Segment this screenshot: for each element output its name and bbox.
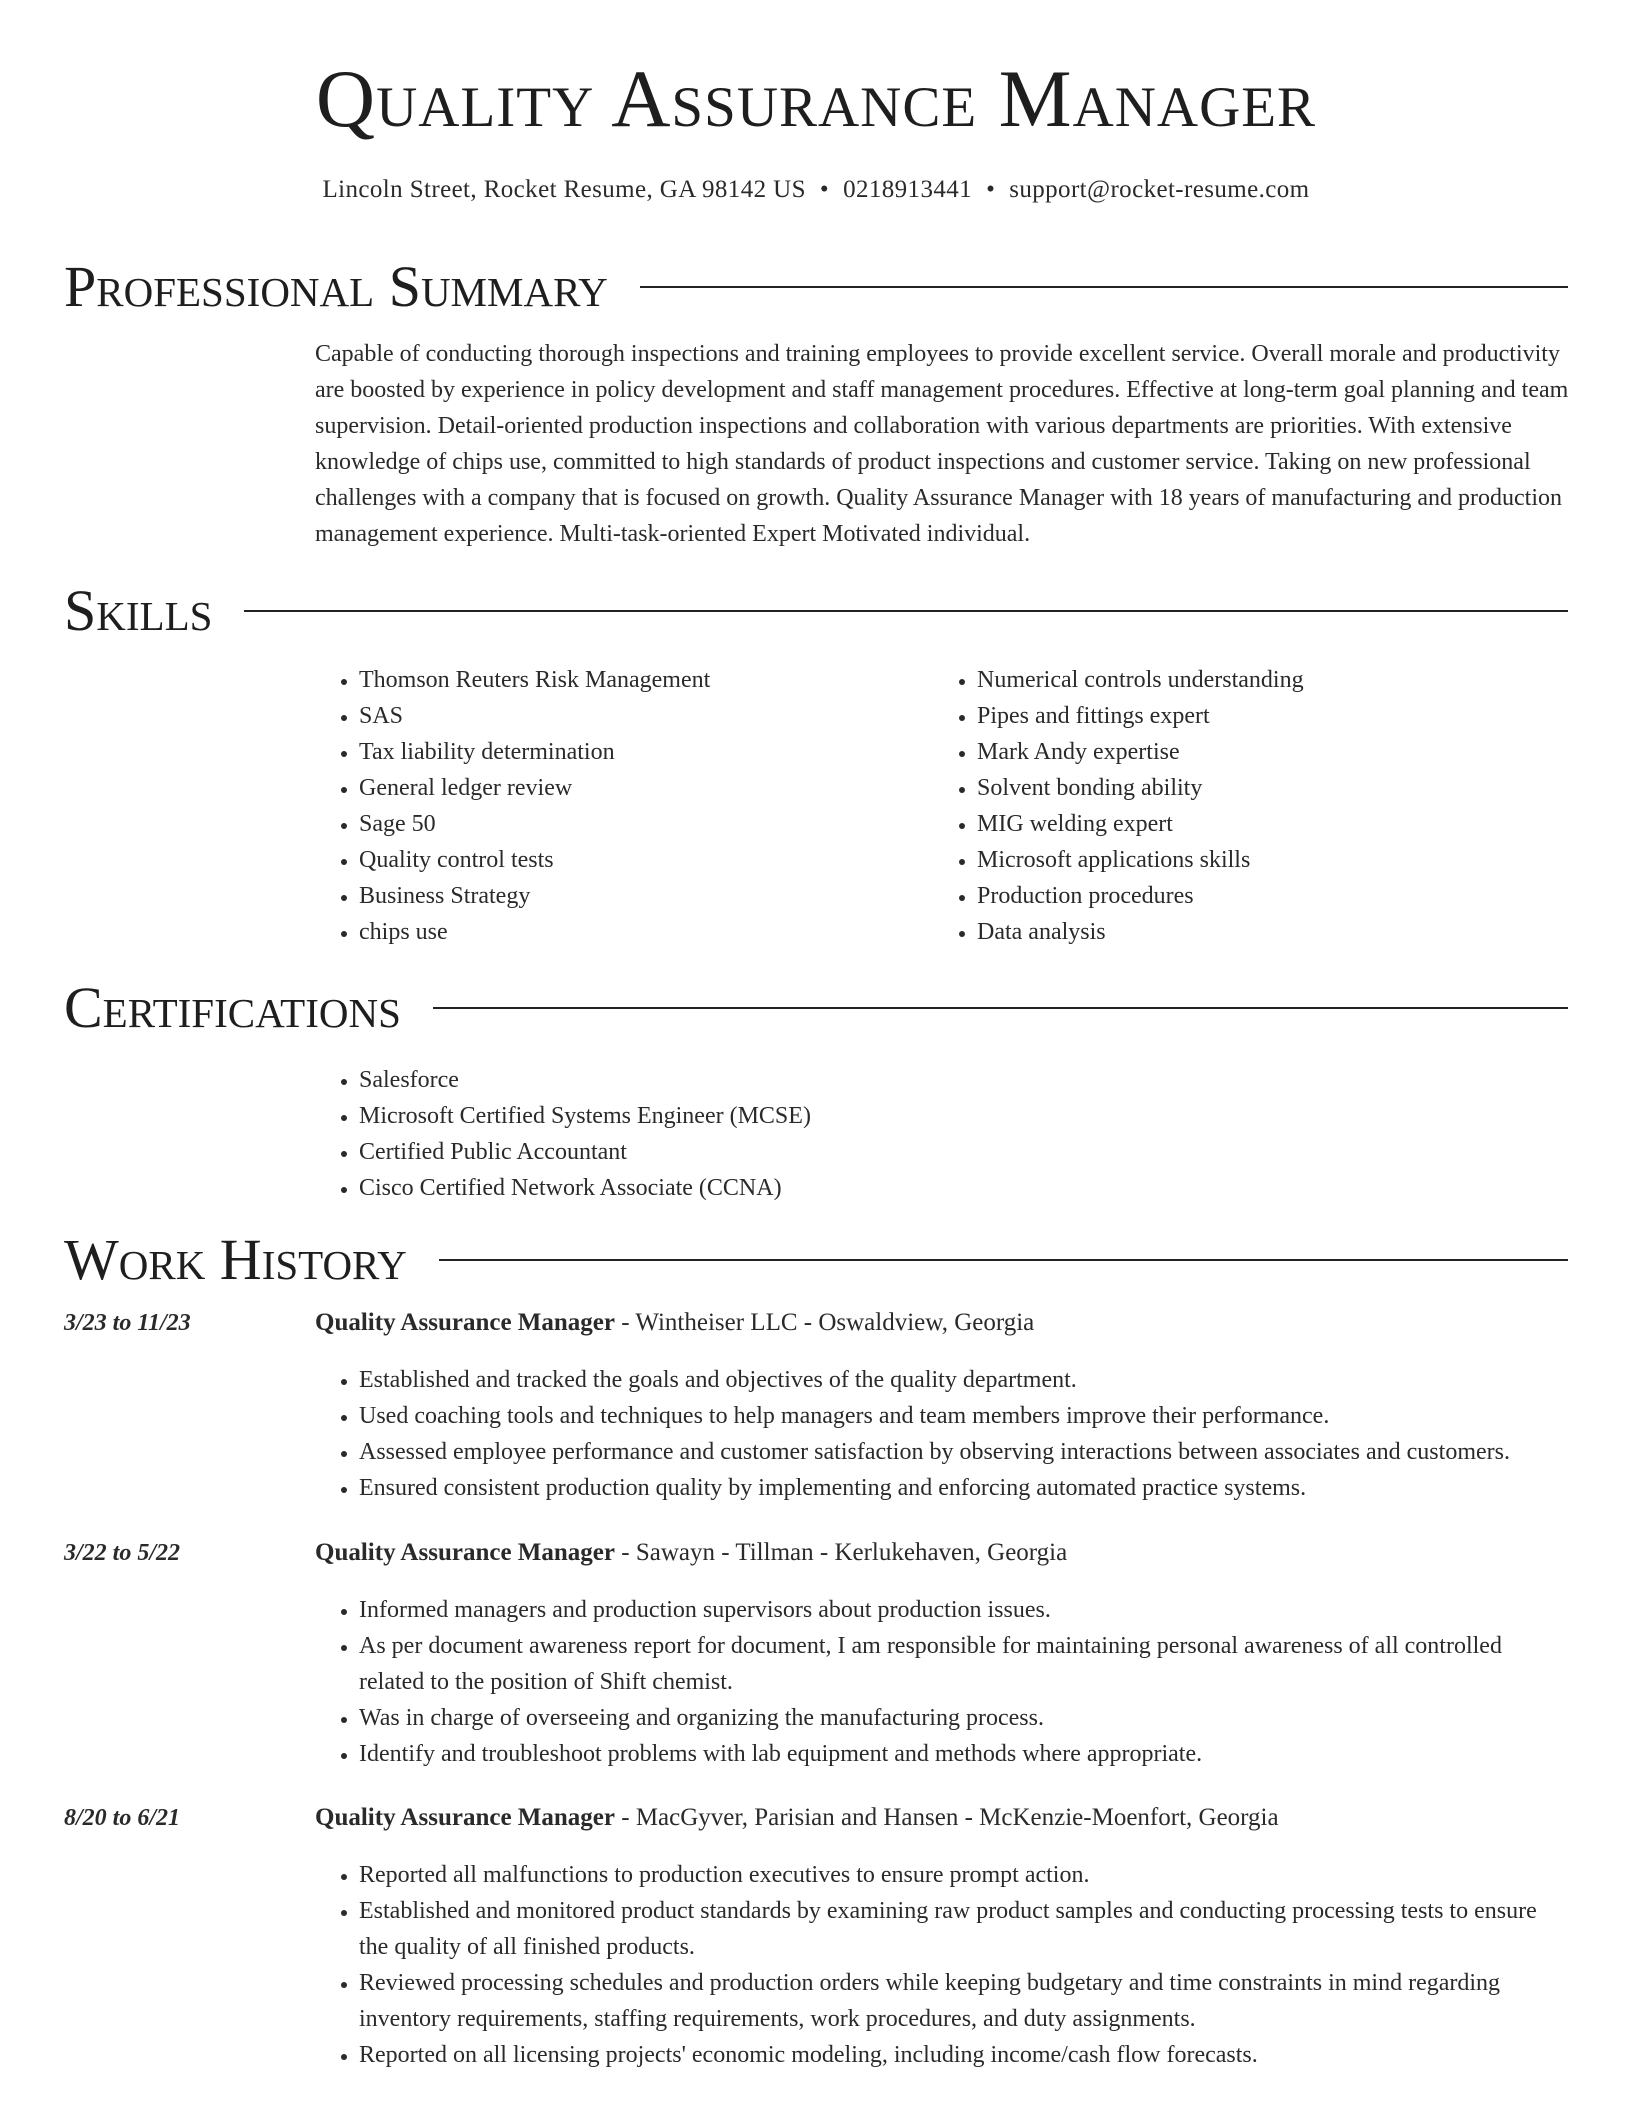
job-title: Quality Assurance Manager [315, 1539, 615, 1566]
certifications-list [315, 1062, 1515, 1206]
contact-phone: 0218913441 [843, 176, 973, 203]
job-heading [315, 1539, 1572, 1567]
contact-separator: • [819, 176, 830, 203]
contact-email[interactable]: support@rocket-resume.com [1009, 176, 1310, 203]
duty-item: • Reviewed processing schedules and production orders while keeping budgetary and time constraints in mind regarding inventory requirements, staffing requirements, work procedures, and duty assignments. [359, 1965, 1572, 2037]
job-dates: 3/23 to 11/23 [64, 1310, 191, 1336]
section-divider [433, 1007, 1568, 1009]
list-item: • Mark Andy expertise [977, 734, 1553, 770]
job-heading [315, 1309, 1572, 1337]
duty-item: • Was in charge of overseeing and organizing the manufacturing process. [359, 1700, 1572, 1736]
list-item: • General ledger review [359, 770, 875, 806]
contact-separator: • [986, 176, 996, 203]
list-item: • MIG welding expert [977, 806, 1553, 842]
duty-item: • Established and tracked the goals and objectives of the quality department. [359, 1362, 1572, 1398]
list-item: • Production procedures [977, 878, 1553, 914]
job-duties-list [315, 1592, 1572, 1772]
duty-item: • Informed managers and production supervisors about production issues. [359, 1592, 1572, 1628]
job-duties [315, 1362, 1572, 1506]
section-divider [640, 286, 1568, 288]
list-item: • Microsoft Certified Systems Engineer (MCSE) [359, 1098, 1515, 1134]
list-item: • Business Strategy [359, 878, 875, 914]
list-item: • Thomson Reuters Risk Management [359, 662, 875, 698]
job-duties-list [315, 1362, 1572, 1506]
skills-heading: Skills [64, 578, 213, 643]
list-item: • Cisco Certified Network Associate (CCNA) [359, 1170, 1515, 1206]
duty-item: • Established and monitored product standards by examining raw product samples and conducting processing tests to ensure the quality of all finished products. [359, 1893, 1572, 1965]
list-item: • Quality control tests [359, 842, 875, 878]
job-duties [315, 1857, 1572, 2073]
summary-section-header [64, 254, 1568, 319]
resume-name: Quality Assurance Manager [315, 53, 1317, 144]
section-divider [244, 610, 1568, 612]
list-item: • Salesforce [359, 1062, 1515, 1098]
job-heading [315, 1804, 1572, 1832]
duty-item: • Reported on all licensing projects' economic modeling, including income/cash flow forecasts. [359, 2037, 1572, 2073]
list-item: • Pipes and fittings expert [977, 698, 1553, 734]
summary-heading: Professional Summary [64, 254, 608, 319]
list-item: • Sage 50 [359, 806, 875, 842]
job-title: Quality Assurance Manager [315, 1804, 615, 1831]
work-section-header [64, 1227, 1568, 1292]
job-employer: - MacGyver, Parisian and Hansen - McKenzie-Moenfort, Georgia [615, 1804, 1279, 1831]
work-heading: Work History [64, 1227, 407, 1292]
duty-item: • Used coaching tools and techniques to help managers and team members improve their performance. [359, 1398, 1572, 1434]
skills-list-left [315, 662, 875, 950]
list-item: • chips use [359, 914, 875, 950]
skills-column-right [933, 662, 1553, 950]
list-item: • Data analysis [977, 914, 1553, 950]
certifications-heading: Certifications [64, 975, 401, 1040]
skills-column-left [315, 662, 875, 950]
contact-address: Lincoln Street, Rocket Resume, GA 98142 US [322, 176, 806, 203]
duty-item: • Reported all malfunctions to production executives to ensure prompt action. [359, 1857, 1572, 1893]
job-duties-list [315, 1857, 1572, 2073]
job-title: Quality Assurance Manager [315, 1309, 615, 1336]
list-item: • Certified Public Accountant [359, 1134, 1515, 1170]
duty-item: • Ensured consistent production quality by implementing and enforcing automated practice systems. [359, 1470, 1572, 1506]
list-item: • Solvent bonding ability [977, 770, 1553, 806]
duty-item: • As per document awareness report for document, I am responsible for maintaining personal awareness of all controlled related to the position of Shift chemist. [359, 1628, 1572, 1700]
skills-list-right [933, 662, 1553, 950]
duty-item: • Assessed employee performance and customer satisfaction by observing interactions between associates and customers. [359, 1434, 1572, 1470]
job-employer: - Sawayn - Tillman - Kerlukehaven, Georgia [615, 1539, 1068, 1566]
section-divider [439, 1259, 1568, 1261]
list-item: • SAS [359, 698, 875, 734]
job-employer: - Wintheiser LLC - Oswaldview, Georgia [615, 1309, 1035, 1336]
job-dates: 8/20 to 6/21 [64, 1805, 181, 1831]
list-item: • Tax liability determination [359, 734, 875, 770]
summary-text: Capable of conducting thorough inspections and training employees to provide excellent service. Overall morale and productivity are boosted by experience in policy development and staff management procedures. Effective at long-term goal planning and team supervision. Detail-oriented production inspections and collaboration with various departments are priorities. With extensive knowledge of chips use, committed to high standards of product inspections and customer service. Taking on new professional challenges with a company that is focused on growth. Quality Assurance Manager with 18 years of manufacturing and production management experience. Multi-task-oriented Expert Motivated individual. [315, 341, 1569, 547]
contact-line [0, 176, 1632, 204]
certifications-block [315, 1062, 1515, 1206]
list-item: • Microsoft applications skills [977, 842, 1553, 878]
list-item: • Numerical controls understanding [977, 662, 1553, 698]
duty-item: • Identify and troubleshoot problems with lab equipment and methods where appropriate. [359, 1736, 1572, 1772]
skills-section-header [64, 578, 1568, 643]
certifications-section-header [64, 975, 1568, 1040]
job-duties [315, 1592, 1572, 1772]
job-dates: 3/22 to 5/22 [64, 1540, 181, 1566]
